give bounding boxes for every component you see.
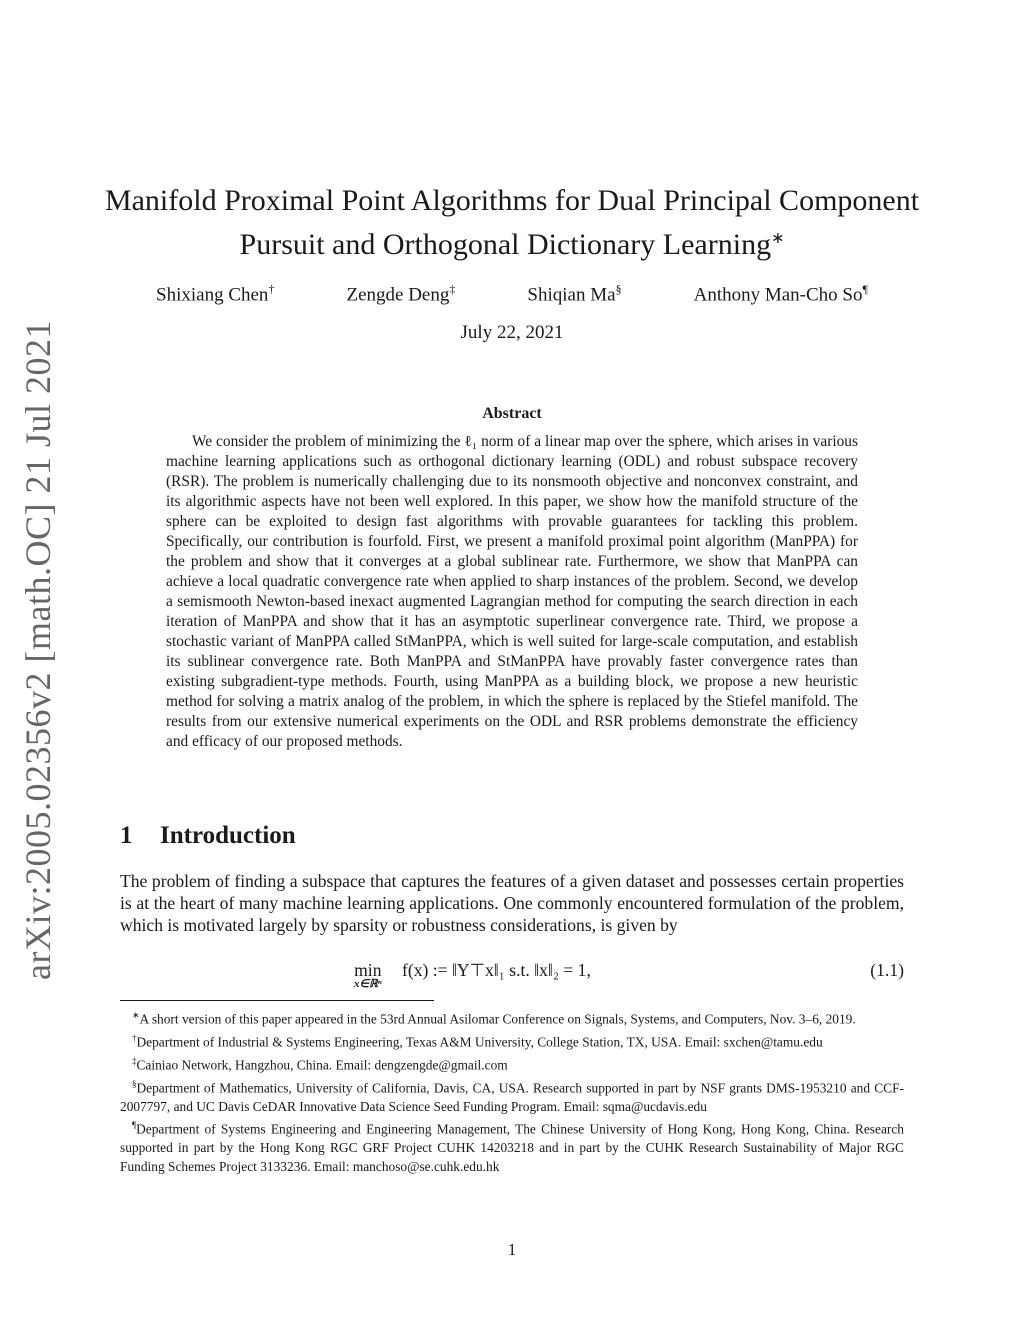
footnote: §Department of Mathematics, University of California, Davis, CA, USA. Research supported in part by NSF grants DMS-1953210 and CCF-2007797, and UC Davis CeDAR Innovative Data Science Seed Funding Program. Email: sqma@ucdavis.edu (120, 1078, 904, 1114)
footnotes (120, 1006, 904, 1176)
equation-min-subscript: x∈ℝⁿ (354, 978, 382, 990)
abstract-heading: Abstract (482, 405, 542, 422)
paper-date: July 22, 2021 (460, 322, 564, 343)
author: Shiqian Ma§ (527, 282, 622, 306)
paper-title (100, 182, 924, 264)
footnote: †Department of Industrial & Systems Engineering, Texas A&M University, College Station, TX, USA. Email: sxchen@tamu.edu (132, 1032, 823, 1050)
title-line-1: Manifold Proximal Point Algorithms for Dual Principal Component (104, 184, 920, 217)
author: Shixiang Chen† (156, 282, 275, 306)
section-number: 1 (120, 822, 133, 849)
arxiv-identifier: arXiv:2005.02356v2 [math.OC] 21 Jul 2021 (18, 320, 58, 980)
title-footnote-mark: ∗ (771, 230, 785, 247)
author: Anthony Man-Cho So¶ (693, 282, 868, 306)
footnote-rule (120, 1000, 434, 1001)
intro-paragraph: The problem of finding a subspace that captures the features of a given dataset and possesses certain properties is at the heart of many machine learning applications. One commonly encountered formulation of the problem, which is motivated largely by sparsity or robustness considerations, is given by (120, 871, 904, 935)
page-number: 1 (507, 1240, 517, 1259)
footnote: ¶Department of Systems Engineering and Engineering Management, The Chinese University of Hong Kong, Hong Kong, China. Research supported in part by the Hong Kong RGC GRF Project CUHK 14203218 and in part by the CUHK Research Sustainability of Major RGC Funding Schemes Project 3133236. Email: manchoso@se.cuhk.edu.hk (120, 1120, 904, 1174)
author-list (120, 282, 904, 306)
abstract-text: We consider the problem of minimizing the ℓ₁ norm of a linear map over the sphere, which arises in various machine learning applications such as orthogonal dictionary learning (ODL) and robust subspace recovery (RSR). The problem is numerically challenging due to its nonsmooth objective and nonconvex constraint, and its algorithmic aspects have not been well explored. In this paper, we show how the manifold structure of the sphere can be exploited to design fast algorithms with provable guarantees for tackling this problem. Specifically, our contribution is fourfold. First, we present a manifold proximal point algorithm (ManPPA) for the problem and show that it converges at a global sublinear rate. Furthermore, we show that ManPPA can achieve a local quadratic convergence rate when applied to sharp instances of the problem. Second, we develop a semismooth Newton-based inexact augmented Lagrangian method for computing the search direction in each iteration of ManPPA and show that it has an asymptotic superlinear convergence rate. Third, we propose a stochastic variant of ManPPA called StManPPA, which is well suited for large-scale computation, and establish its sublinear convergence rate. Both ManPPA and StManPPA have provably faster convergence rates than existing subgradient-type methods. Fourth, using ManPPA as a building block, we propose a new heuristic method for solving a matrix analog of the problem, in which the sphere is replaced by the Stiefel manifold. The results from our extensive numerical experiments on the ODL and RSR problems demonstrate the efficiency and efficacy of our proposed methods. (166, 433, 858, 750)
footnote: ‡Cainiao Network, Hangzhou, China. Email: dengzengde@gmail.com (132, 1055, 508, 1073)
footnote: ∗A short version of this paper appeared in the 53rd Annual Asilomar Conference on Signals, Systems, and Computers, Nov. 3–6, 2019. (132, 1010, 856, 1027)
arxiv-side-stamp (8, 320, 68, 980)
equation-1-1 (120, 960, 904, 996)
section-title: Introduction (160, 822, 296, 849)
section-heading (120, 822, 296, 850)
equation-body: f(x) := ‖Y⊤x‖₁ s.t. ‖x‖₂ = 1, (402, 960, 591, 980)
equation-number: (1.1) (870, 960, 904, 980)
equation-min: min x∈ℝⁿ (354, 960, 382, 990)
author: Zengde Deng‡ (346, 282, 456, 306)
title-line-2: Pursuit and Orthogonal Dictionary Learning (239, 228, 772, 261)
